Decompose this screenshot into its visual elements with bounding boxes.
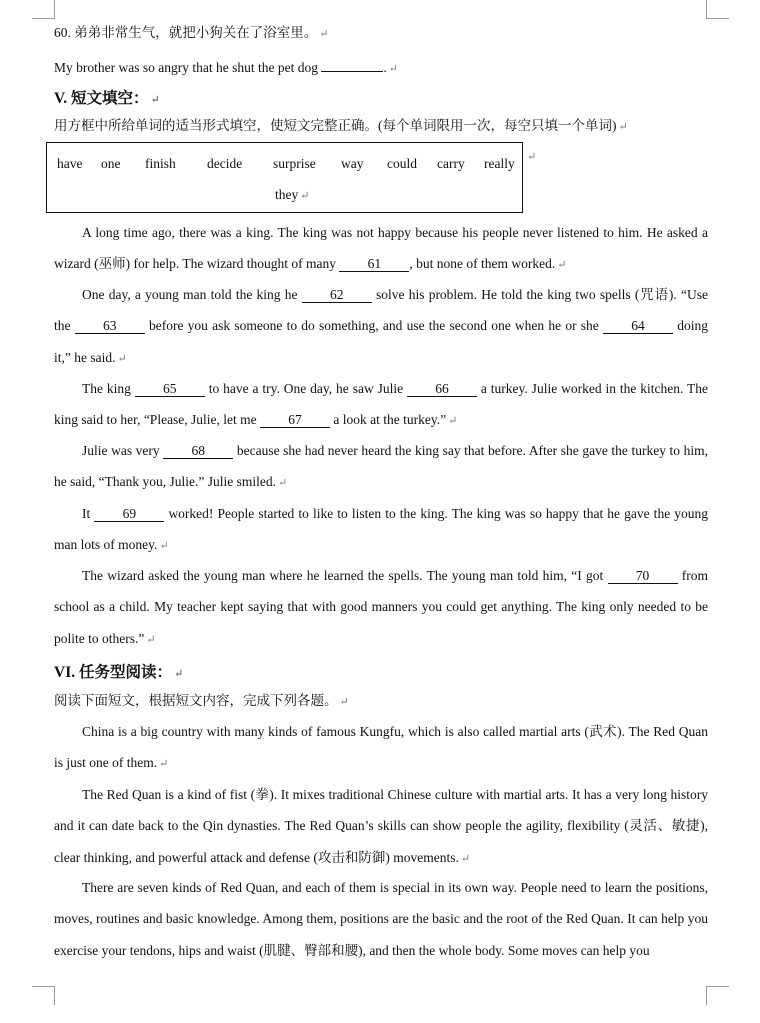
blank-69[interactable]: 69 — [94, 506, 164, 522]
word-bank-item: really — [484, 156, 515, 171]
word-bank-item: way — [341, 156, 364, 171]
passage-paragraph-6: The wizard asked the young man where he learned the spells. The young man told him, “I got 70 from school as a child. My teacher kept saying that with good manners you could get anything. The king only needed to be polite to others.” ↵ — [54, 568, 709, 646]
crop-mark-bottom-left — [32, 986, 55, 1005]
q60-chinese: 60. 弟弟非常生气，就把小狗关在了浴室里。 ↵ — [54, 25, 329, 40]
paragraph-mark: ↵ — [527, 151, 537, 163]
blank-63[interactable]: 63 — [75, 318, 145, 334]
word-bank-item: could — [387, 156, 417, 171]
word-bank-item: decide — [207, 156, 243, 171]
blank-70[interactable]: 70 — [608, 568, 678, 584]
reading-paragraph-1: China is a big country with many kinds of famous Kungfu, which is also called martial arts (武术). The Red Quan is just one of them. ↵ — [54, 724, 708, 771]
word-bank-box — [46, 142, 523, 213]
q60-blank[interactable] — [321, 56, 383, 72]
blank-68[interactable]: 68 — [163, 443, 233, 459]
section6-instruction: 阅读下面短文，根据短文内容，完成下列各题。 ↵ — [54, 693, 349, 708]
reading-paragraph-2: The Red Quan is a kind of fist (拳). It mixes traditional Chinese culture with martial arts. It has a very long history and it can date back to the Qin dynasties. The Red Quan’s skills can show people the agility, flexibility (灵活、敏捷), clear thinking, and powerful attack and defense (攻击和防御) movements. ↵ — [54, 787, 708, 865]
word-bank-item: carry — [437, 156, 465, 171]
blank-61[interactable]: 61 — [339, 256, 409, 272]
blank-64[interactable]: 64 — [603, 318, 673, 334]
crop-mark-bottom-right — [706, 986, 729, 1005]
word-bank-item: they ↵ — [275, 187, 310, 202]
word-bank-item: surprise — [273, 156, 316, 171]
word-bank-item: one — [101, 156, 121, 171]
section5-title: V. 短文填空： ↵ — [54, 90, 160, 107]
word-bank-item: finish — [145, 156, 176, 171]
crop-mark-top-right — [706, 0, 729, 19]
passage-paragraph-4: Julie was very 68 because she had never heard the king say that before. After she gave the turkey to him, he said, “Thank you, Julie.” Julie smiled. ↵ — [54, 443, 709, 490]
passage-paragraph-5: It 69 worked! People started to like to listen to the king. The king was so happy that he gave the young man lots of money. ↵ — [54, 506, 709, 553]
reading-paragraph-3: There are seven kinds of Red Quan, and each of them is special in its own way. People need to learn the positions, moves, routines and basic knowledge. Among them, positions are the basic and the root of the Red Quan. It can help you exercise your tendons, hips and waist (肌腱、臀部和腰), and then the whole body. Some moves can help you — [54, 880, 708, 958]
passage-paragraph-3: The king 65 to have a try. One day, he saw Julie 66 a turkey. Julie worked in the kitchen. The king said to her, “Please, Julie, let me 67 a look at the turkey.” ↵ — [54, 381, 709, 428]
passage-paragraph-1: A long time ago, there was a king. The king was not happy because his people never listened to him. He asked a wizard (巫师) for help. The wizard thought of many 61 , but none of them worked. ↵ — [54, 225, 708, 272]
section6-title: VI. 任务型阅读： ↵ — [54, 664, 184, 681]
word-bank-item: have — [57, 156, 83, 171]
section5-instruction: 用方框中所给单词的适当形式填空，使短文完整正确。(每个单词限用一次，每空只填一个单词) ↵ — [54, 118, 628, 133]
blank-65[interactable]: 65 — [135, 381, 205, 397]
crop-mark-top-left — [32, 0, 55, 19]
blank-67[interactable]: 67 — [260, 412, 330, 428]
q60-english: My brother was so angry that he shut the pet dog . ↵ — [54, 56, 398, 78]
blank-66[interactable]: 66 — [407, 381, 477, 397]
blank-62[interactable]: 62 — [302, 287, 372, 303]
passage-paragraph-2: One day, a young man told the king he 62 solve his problem. He told the king two spells (咒语). “Use the 63 before you ask someone to do something, and use the second one when he or she 64 doing it,” he said. ↵ — [54, 287, 709, 365]
